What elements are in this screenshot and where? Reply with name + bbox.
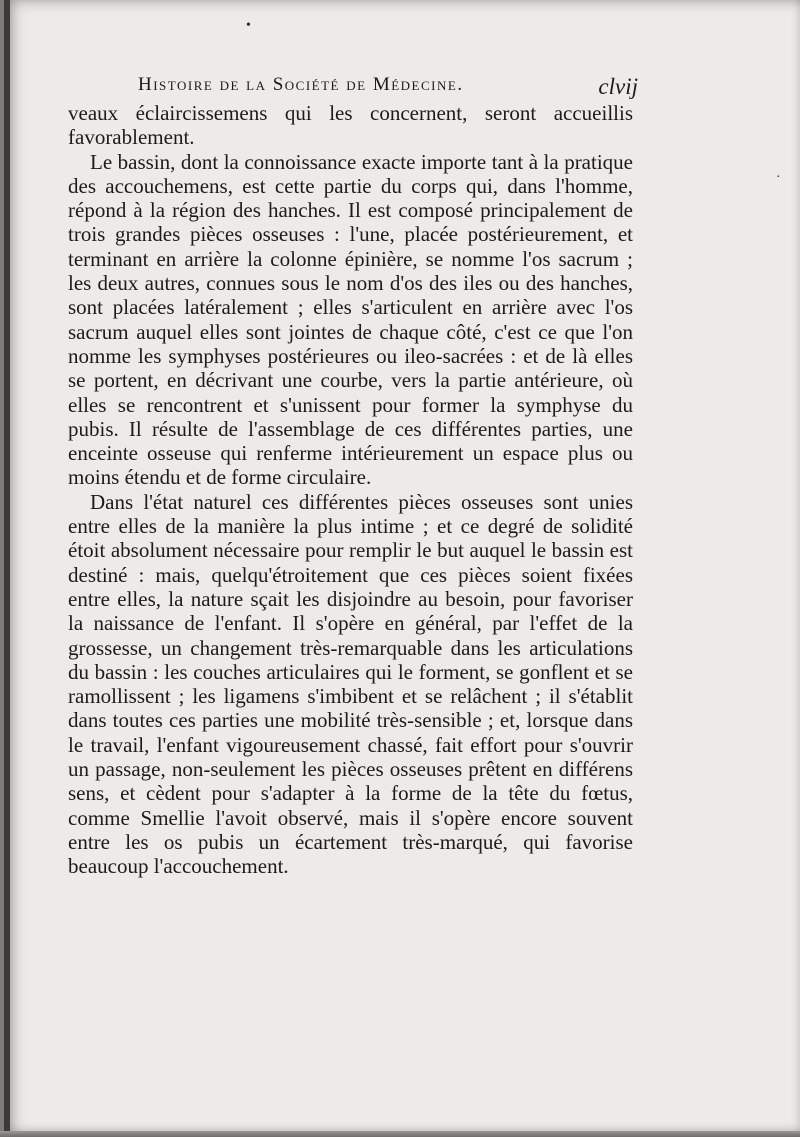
book-page <box>4 0 800 1137</box>
paragraph-continuation: veaux éclaircissemens qui les concernent, seront accueillis favorablement. <box>68 101 633 150</box>
body-text <box>68 101 633 879</box>
page-bottom-edge <box>0 1131 800 1137</box>
running-head <box>138 74 638 104</box>
speck-mark: • <box>246 18 251 33</box>
paragraph-bassin: Le bassin, dont la connoissance exacte importe tant à la pratique des accouchemens, est cette partie du corps qui, dans l'homme, répond à la région des hanches. Il est composé principalement de trois grandes pièces osseuses : l'une, placée postérieurement, et terminant en arrière la colonne épinière, se nomme l'os sacrum ; les deux autres, connues sous le nom d'os des iles ou des hanches, sont placées latéralement ; elles s'articulent en arrière avec l'os sacrum auquel elles sont jointes de chaque côté, c'est ce que l'on nomme les symphyses postérieures ou ileo-sacrées : et de là elles se portent, en décrivant une courbe, vers la partie antérieure, où elles se rencontrent et s'unissent pour former la symphyse du pubis. Il résulte de l'assemblage de ces différentes parties, une enceinte osseuse qui renferme intérieurement un espace plus ou moins étendu et de forme circulaire. <box>68 149 633 490</box>
speck-mark: · <box>776 170 781 185</box>
gutter-shadow <box>4 0 10 1137</box>
page-number: clvij <box>598 74 638 99</box>
paragraph-etat-naturel: Dans l'état naturel ces différentes pièces osseuses sont unies entre elles de la manière la plus intime ; et ce degré de solidité étoit absolument nécessaire pour remplir le but auquel le bassin est destiné : mais, quelqu'étroitement que ces pièces soient fixées entre elles, la nature sçait les disjoindre au besoin, pour favoriser la naissance de l'enfant. Il s'opère en général, par l'effet de la grossesse, un changement très-remarquable dans les articulations du bassin : les couches articulaires qui le forment, se gonflent et se ramollissent ; les ligamens s'imbibent et se relâchent ; il s'établit dans toutes ces parties une mobilité très-sensible ; et, lorsque dans le travail, l'enfant vigoureusement chassé, fait effort pour s'ouvrir un passage, non-seulement les pièces osseuses prêtent en différens sens, et cèdent pour s'adapter à la forme de la tête du fœtus, comme Smellie l'avoit observé, mais il s'opère encore souvent entre les os pubis un écartement très-marqué, qui favorise beaucoup l'accouchement. <box>68 489 633 879</box>
running-title: Histoire de la Société de Médecine. <box>138 74 464 95</box>
